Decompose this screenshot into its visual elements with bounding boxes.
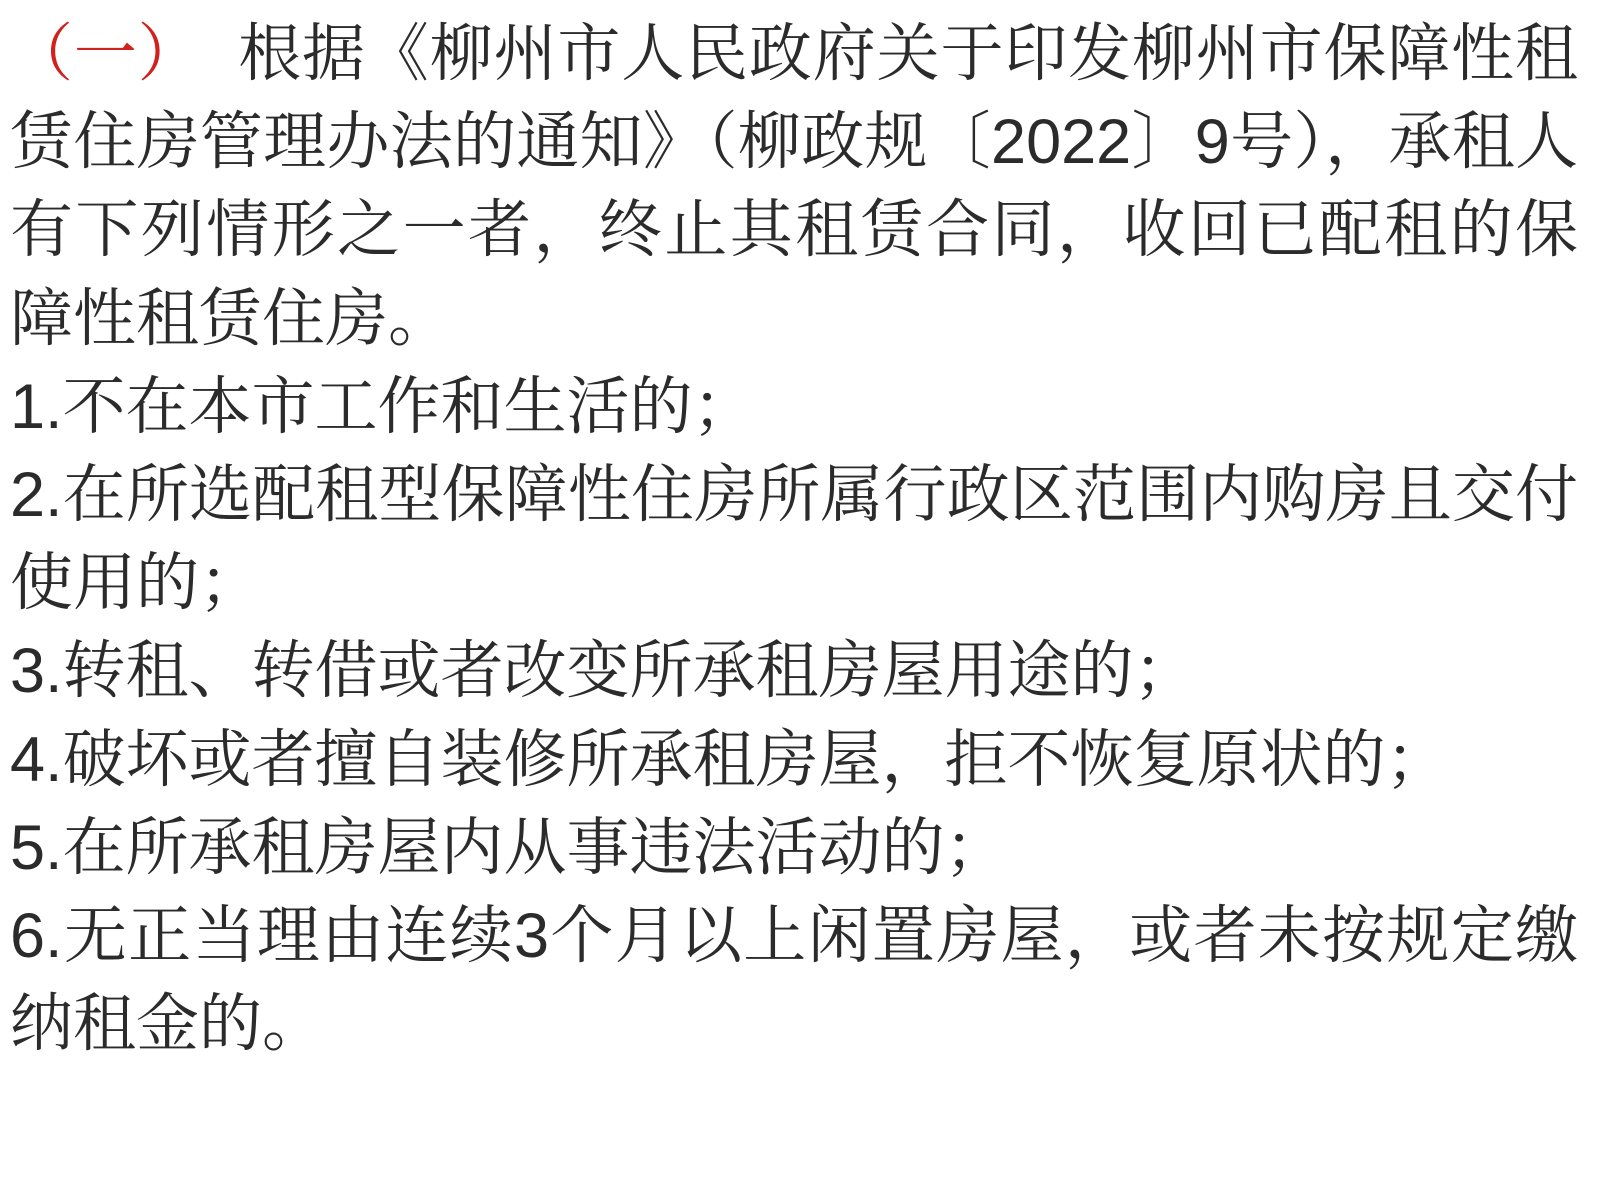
intro-spacer [202, 19, 239, 89]
list-item: 2.在所选配租型保障性住房所属行政区范围内购房且交付使用的； [10, 459, 1578, 619]
document-body [10, 10, 1578, 1068]
list-item: 4.破坏或者擅自装修所承租房屋，拒不恢复原状的； [10, 724, 1449, 795]
list-item: 3.转租、转借或者改变所承租房屋用途的； [10, 636, 1197, 707]
list-item: 6.无正当理由连续3个月以上闲置房屋，或者未按规定缴纳租金的。 [10, 900, 1578, 1060]
list-item: 1.不在本市工作和生活的； [10, 371, 756, 442]
clause-marker: （一） [10, 19, 202, 89]
intro-paragraph [10, 10, 1578, 363]
intro-text: 根据《柳州市人民政府关于印发柳州市保障性租赁住房管理办法的通知》（柳政规〔2022〕9号），承租人有下列情形之一者，终止其租赁合同，收回已配租的保障性租赁住房。 [10, 19, 1579, 354]
list-item: 5.在所承租房屋内从事违法活动的； [10, 812, 1008, 883]
